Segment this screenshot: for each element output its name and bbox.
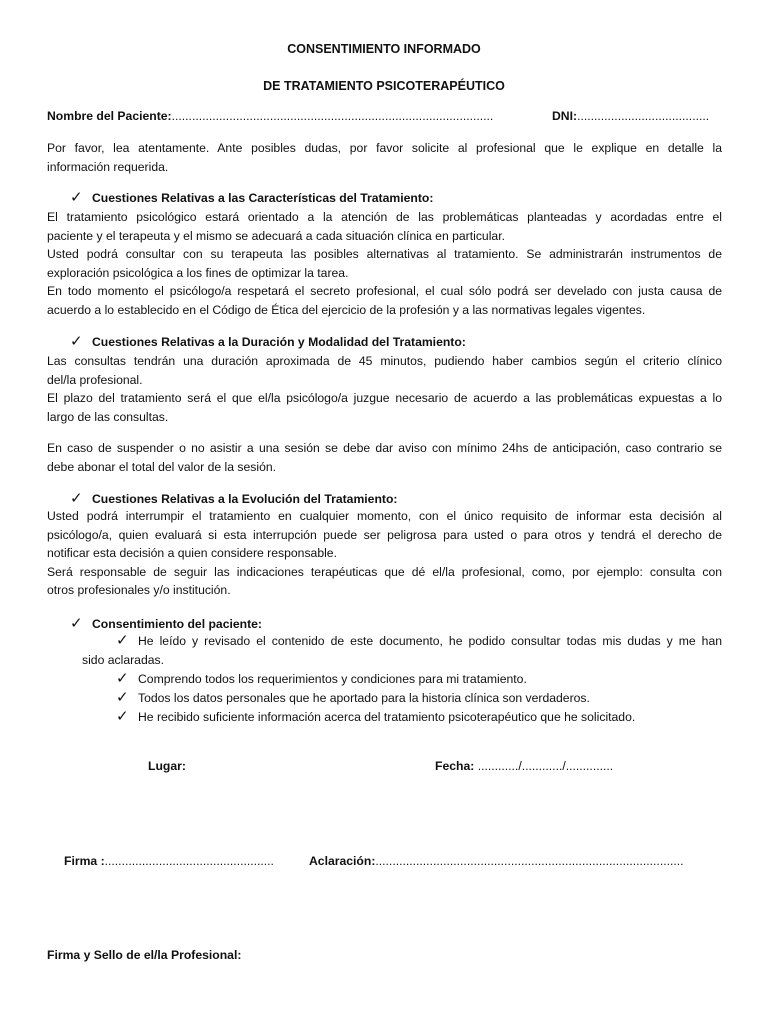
professional-signature-field[interactable] [47, 948, 241, 962]
check-icon: ✓ [116, 632, 129, 649]
section-body-duration [47, 352, 722, 426]
consent-item-line: ✓ He leído y revisado el contenido de este documento, he podido consultar todas mis dudas y me han [116, 632, 722, 649]
body-line: Usted podrá consultar con su terapeuta las posibles alternativas al tratamiento. Se administrarán instrumentos de [47, 247, 722, 261]
fecha-field[interactable] [435, 759, 613, 773]
section-body-cancellation [47, 439, 722, 476]
dni-label: DNI: [552, 109, 578, 123]
body-line: Usted podrá interrumpir el tratamiento en cualquier momento, con el único requisito de informar esta decisión al [47, 509, 722, 523]
check-icon: ✓ [70, 615, 83, 632]
section-heading-duration [70, 332, 466, 350]
body-line: otros profesionales y/o institución. [47, 583, 231, 597]
body-line: acuerdo a lo establecido en el Código de Ética del ejercicio de la profesión y a las normativas legales vigentes. [47, 302, 646, 317]
lugar-field[interactable] [148, 759, 186, 773]
fecha-label: Fecha: [435, 759, 475, 773]
check-icon: ✓ [70, 189, 83, 206]
body-line: exploración psicológica a los fines de optimizar la tarea. [47, 265, 349, 280]
aclaracion-label: Aclaración: [309, 854, 376, 868]
section-heading-evolution [70, 489, 397, 507]
check-icon: ✓ [116, 708, 129, 725]
body-line: debe abonar el total del valor de la sesión. [47, 459, 277, 474]
body-line: largo de las consultas. [47, 409, 169, 424]
check-icon: ✓ [116, 689, 129, 706]
consent-item-understand: ✓ Comprendo todos los requerimientos y condiciones para mi tratamiento. [116, 670, 527, 687]
consent-item-informed: ✓ He recibido suficiente información acerca del tratamiento psicoterapéutico que he solicitado. [116, 708, 636, 725]
patient-name-dots: ............................................................................................... [171, 109, 494, 123]
fecha-dots: ............/............/.............. [477, 759, 614, 773]
check-icon: ✓ [70, 333, 83, 350]
body-line: En caso de suspender o no asistir a una sesión se debe dar aviso con mínimo 24hs de anticipación, caso contrario se [47, 441, 722, 455]
consent-item-read [82, 632, 722, 669]
document-subtitle: DE TRATAMIENTO PSICOTERAPÉUTICO [263, 79, 505, 93]
body-line: Las consultas tendrán una duración aproximada de 45 minutos, pudiendo haber cambios según el criterio clínico [47, 354, 722, 368]
aclaracion-field[interactable] [309, 854, 684, 868]
body-line: Será responsable de seguir las indicaciones terapéuticas que dé el/la profesional, como, por ejemplo: consulta con [47, 564, 722, 579]
lugar-label: Lugar: [148, 759, 186, 773]
body-line: En todo momento el psicólogo/a respetará el secreto profesional, el cual sólo podrá ser develado con justa causa de [47, 284, 722, 298]
firma-dots: .................................................. [104, 854, 274, 868]
intro-line: Por favor, lea atentamente. Ante posibles dudas, por favor solicite al profesional que le explique en detalle la [47, 141, 722, 155]
dni-field[interactable] [552, 109, 709, 123]
intro-line: información requerida. [47, 159, 169, 174]
patient-name-label: Nombre del Paciente: [47, 109, 172, 123]
body-line: paciente y el terapeuta y el mismo se adecuará a cada situación clínica en particular. [47, 228, 505, 243]
body-line: psicólogo/a, quien evaluará si esta interrupción puede ser peligrosa para usted o para otros y tendrá el derecho de [47, 527, 722, 542]
document-title: CONSENTIMIENTO INFORMADO [287, 42, 481, 56]
dni-dots: ....................................... [577, 109, 710, 123]
check-icon: ✓ [70, 490, 83, 507]
section-body-evolution [47, 507, 722, 600]
body-line: El plazo del tratamiento será el que el/la psicólogo/a juzgue necesario de acuerdo a las problemáticas expuestas a lo [47, 391, 722, 405]
body-line: del/la profesional. [47, 372, 143, 387]
firma-field[interactable] [64, 854, 274, 868]
section-heading-consent [70, 614, 262, 632]
section-heading-characteristics [70, 188, 433, 206]
body-line: notificar esta decisión a quien considere responsable. [47, 546, 337, 560]
body-line: El tratamiento psicológico estará orientado a la atención de las problemáticas planteadas y acordadas entre el [47, 210, 722, 224]
firma-label: Firma : [64, 854, 105, 868]
aclaracion-dots: ........................................................................................... [375, 854, 684, 868]
intro-paragraph [47, 139, 722, 176]
section-heading-text: Cuestiones Relativas a la Evolución del Tratamiento: [92, 492, 398, 506]
patient-name-field[interactable] [47, 109, 493, 123]
section-heading-text: Consentimiento del paciente: [92, 617, 262, 631]
consent-item-line: sido aclaradas. [82, 652, 164, 667]
professional-signature-label: Firma y Sello de el/la Profesional: [47, 948, 242, 962]
section-heading-text: Cuestiones Relativas a la Duración y Modalidad del Tratamiento: [92, 335, 466, 349]
section-heading-text: Cuestiones Relativas a las Características del Tratamiento: [92, 191, 434, 205]
check-icon: ✓ [116, 670, 129, 687]
section-body-characteristics [47, 208, 722, 319]
consent-item-truthful: ✓ Todos los datos personales que he aportado para la historia clínica son verdaderos. [116, 689, 590, 706]
